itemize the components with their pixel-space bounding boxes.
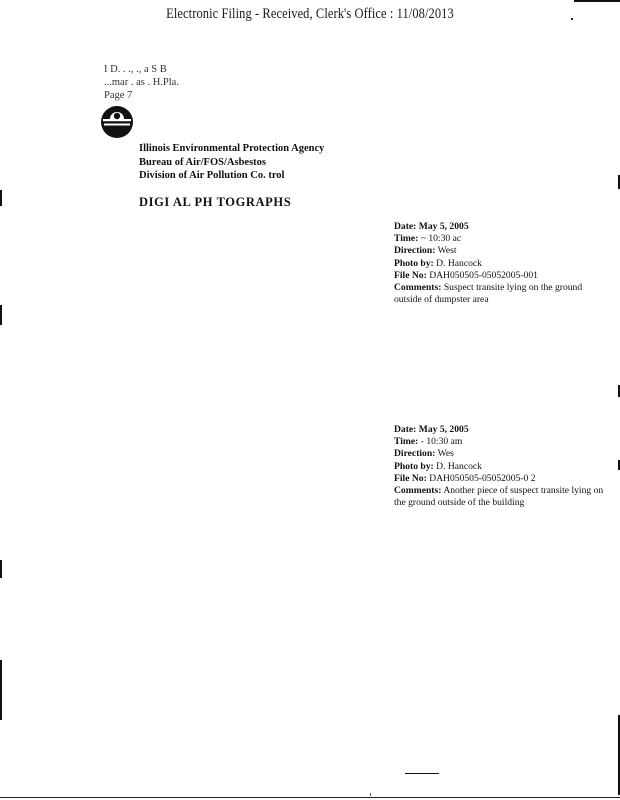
date-value: May 5, 2005: [418, 221, 469, 232]
file-value: DAH050505-05052005-001: [429, 269, 538, 281]
direction-value: Wes: [437, 448, 454, 460]
scan-edge-mark: [0, 190, 2, 206]
bureau-name: Bureau of Air/FOS/Asbestos: [139, 156, 266, 168]
time-value: - 10:30 am: [420, 436, 463, 448]
meta-page: Page 7: [104, 90, 133, 101]
iepa-logo-icon: [100, 105, 134, 139]
comments-label: Comments:: [394, 282, 442, 294]
comments-value: Suspect transite lying on the ground outside of dumpster area: [394, 282, 583, 306]
corner-dot: [571, 18, 573, 20]
comments-value: Another piece of suspect transite lying on the ground outside of the building: [394, 485, 604, 509]
time-value: ~ 10:30 ac: [420, 233, 462, 245]
direction-label: Direction:: [394, 448, 436, 460]
agency-block: [139, 142, 324, 183]
file-label: File No:: [394, 269, 427, 281]
file-label: File No:: [394, 472, 427, 484]
file-value: DAH050505-05052005-0 2: [429, 472, 536, 484]
division-name: Division of Air Pollution Co. trol: [139, 170, 285, 181]
scan-edge-mark: [0, 560, 2, 578]
scan-tick: [370, 793, 371, 796]
corner-rule: [574, 0, 620, 2]
bottom-rule: [0, 797, 620, 798]
scan-edge-mark: [0, 305, 2, 325]
date-label: Date:: [394, 424, 417, 435]
time-label: Time:: [394, 436, 419, 448]
meta-line-1: I D. . ., ., a S B: [104, 64, 167, 75]
photo-caption-1: [394, 221, 609, 306]
document-meta: [104, 63, 179, 102]
meta-line-2: ...mar . as . H.Pla.: [104, 77, 179, 88]
photo-by-label: Photo by:: [394, 460, 434, 472]
time-label: Time:: [394, 233, 419, 245]
photo-by-value: D. Hancock: [436, 460, 482, 472]
photo-by-label: Photo by:: [394, 257, 434, 269]
direction-value: West: [437, 245, 457, 257]
date-label: Date:: [394, 221, 417, 232]
scan-edge-mark: [0, 660, 2, 720]
filing-header: Electronic Filing - Received, Clerk's Office : 11/08/2013: [166, 6, 454, 22]
date-value: May 5, 2005: [418, 424, 469, 435]
bottom-line: [405, 773, 439, 774]
photo-caption-2: [394, 424, 609, 509]
comments-label: Comments:: [394, 485, 442, 497]
document-title: DIGI AL PH TOGRAPHS: [139, 195, 292, 209]
photo-by-value: D. Hancock: [436, 257, 482, 269]
direction-label: Direction:: [394, 245, 436, 257]
agency-name: Illinois Environmental Protection Agency: [139, 143, 325, 154]
